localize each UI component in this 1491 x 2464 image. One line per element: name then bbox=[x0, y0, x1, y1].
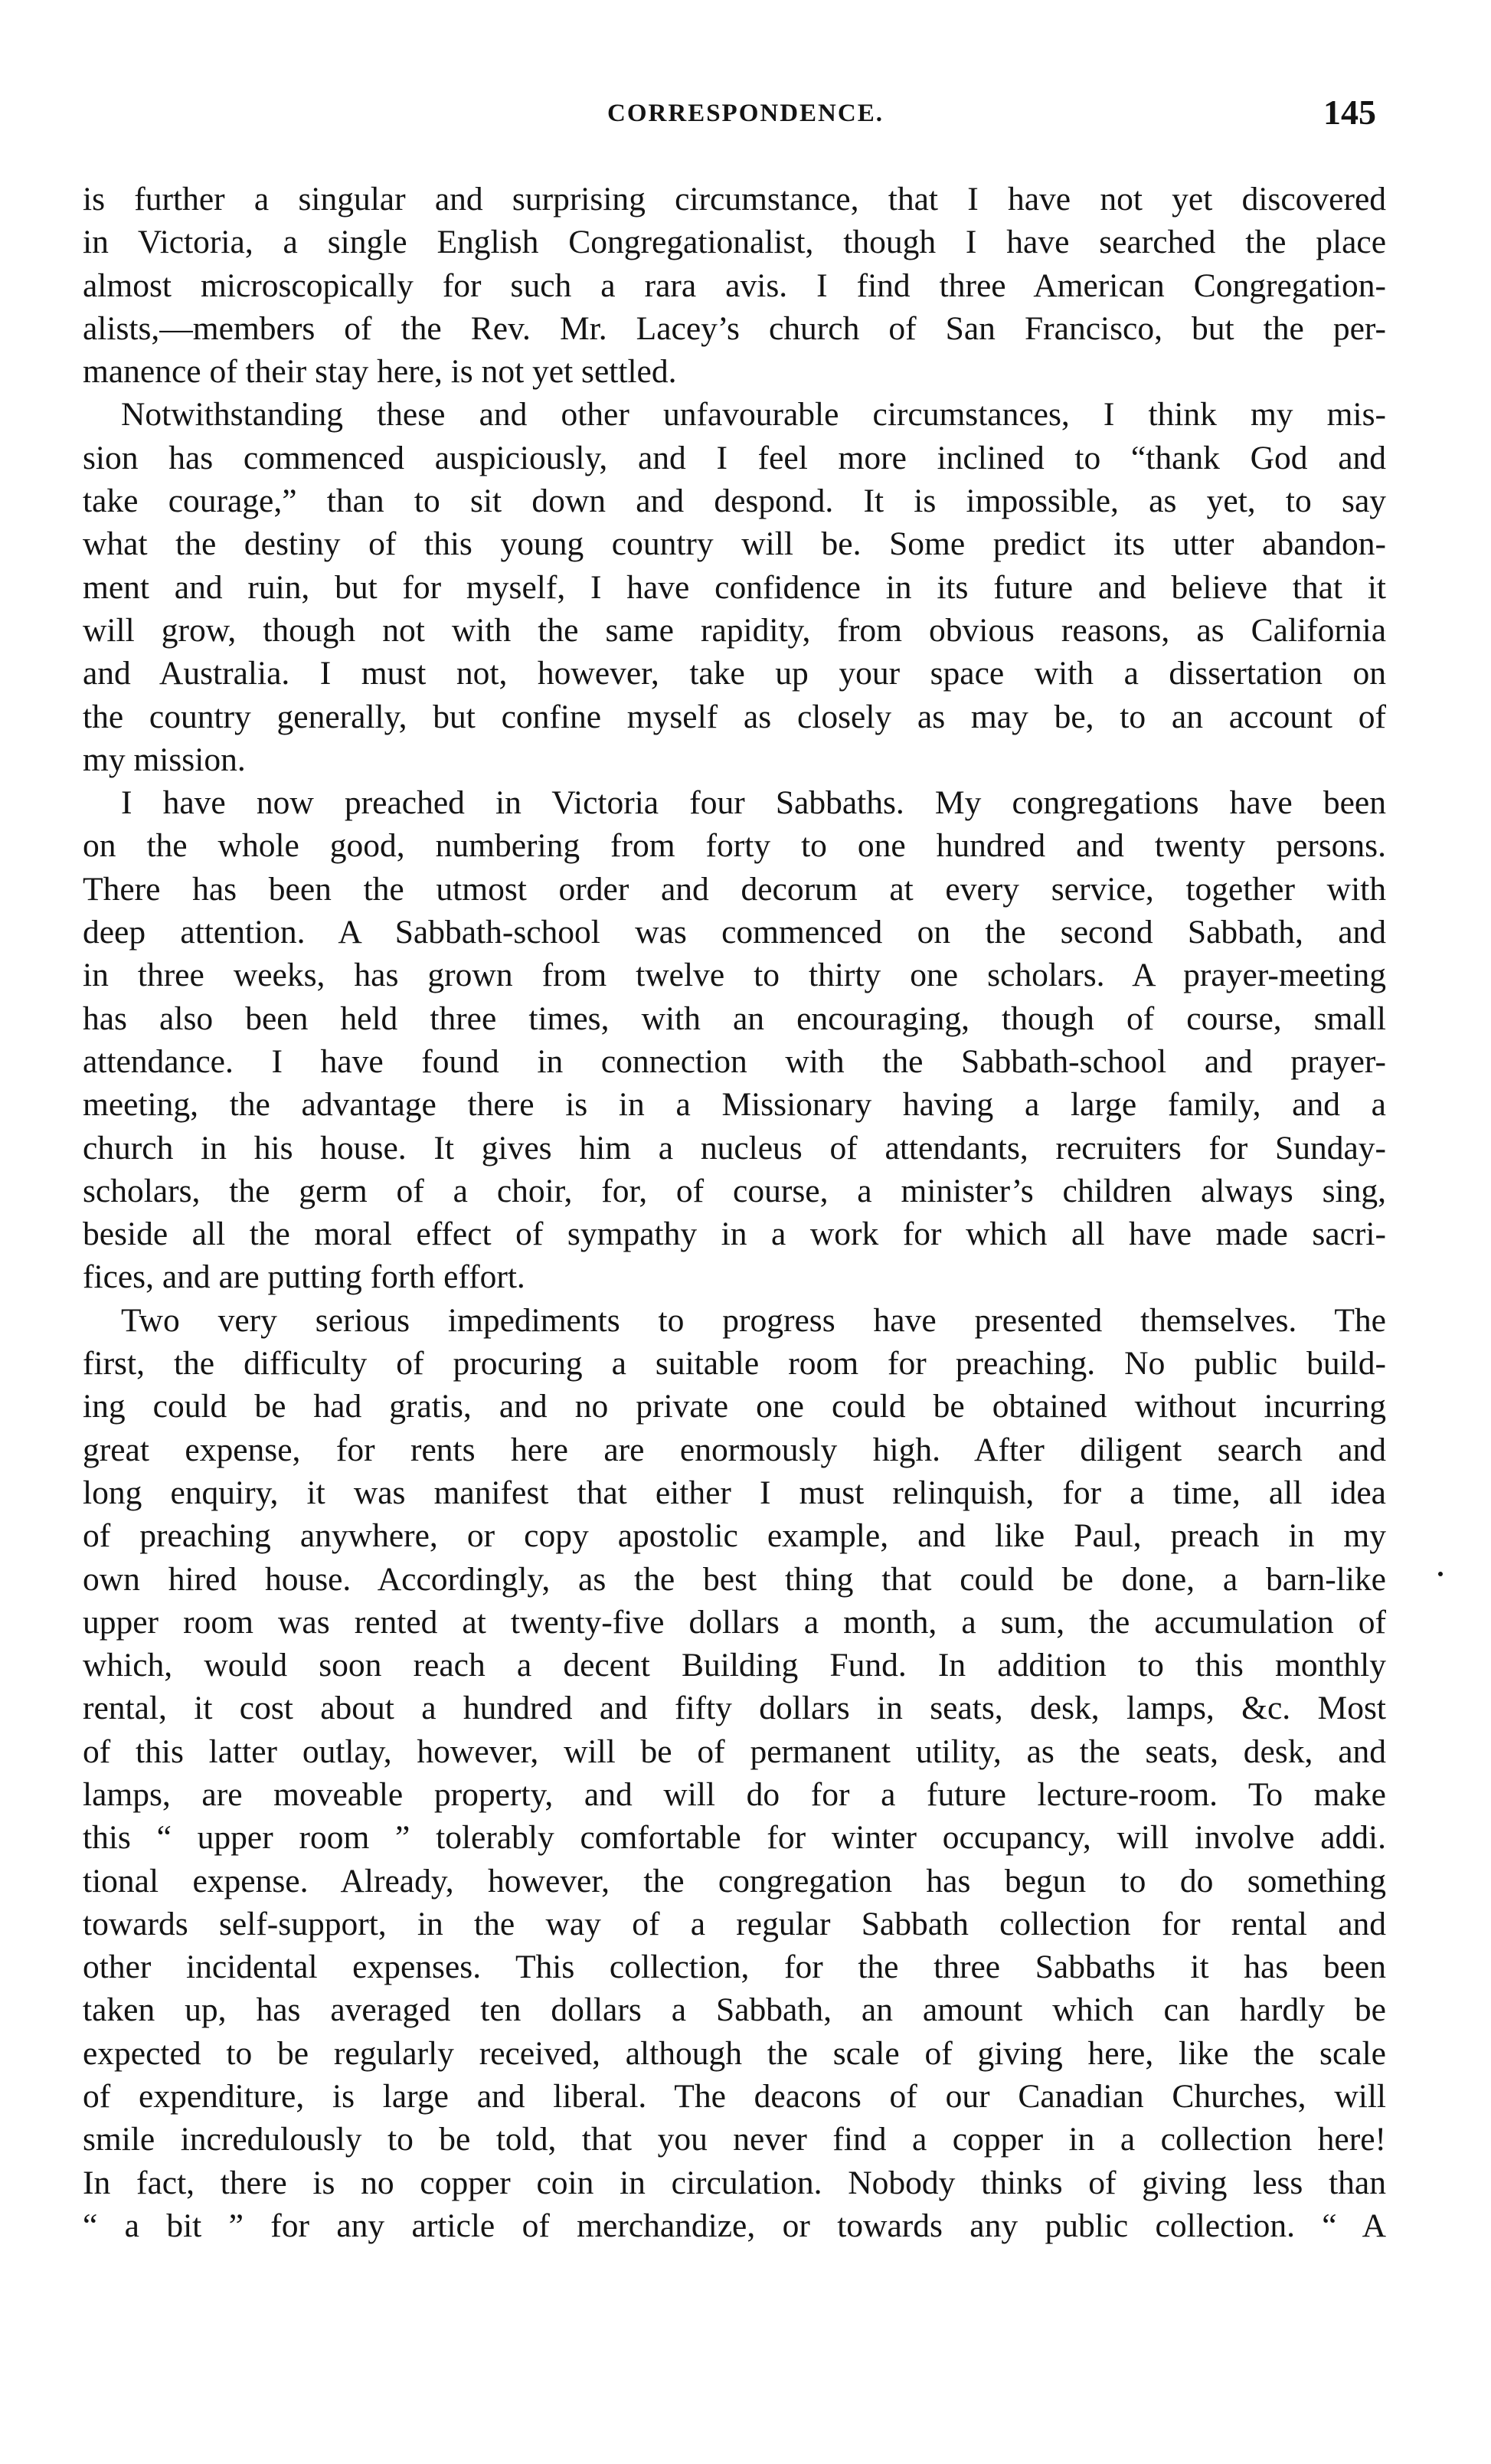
text-line: first, the difficulty of procuring a suitable room for preaching. No public build- bbox=[83, 1345, 1386, 1383]
text-line: lamps, are moveable property, and will do for a future lecture-room. To make bbox=[83, 1775, 1386, 1813]
text-line: long enquiry, it was manifest that either I must relinquish, for a time, all idea bbox=[83, 1474, 1386, 1511]
paragraph bbox=[83, 1299, 1386, 2248]
text-line: on the whole good, numbering from forty to one hundred and twenty persons. bbox=[83, 827, 1386, 865]
text-line: this “ upper room ” tolerably comfortable for winter occupancy, will involve addi. bbox=[83, 1819, 1386, 1857]
margin-speck bbox=[1438, 1572, 1443, 1576]
text-line: smile incredulously to be told, that you never find a copper in a collection here! bbox=[83, 2121, 1386, 2158]
running-head bbox=[0, 92, 1491, 146]
text-line: beside all the moral effect of sympathy in a work for which all have made sacri- bbox=[83, 1216, 1386, 1253]
text-line: towards self-support, in the way of a regular Sabbath collection for rental and bbox=[83, 1905, 1386, 1942]
text-line: “ a bit ” for any article of merchandize, or towards any public collection. “ A bbox=[83, 2207, 1386, 2244]
text-line: rental, it cost about a hundred and fifty dollars in seats, desk, lamps, &c. Most bbox=[83, 1690, 1386, 1727]
text-line: tional expense. Already, however, the congregation has begun to do something bbox=[83, 1862, 1386, 1900]
body-text bbox=[83, 178, 1386, 2247]
text-line: own hired house. Accordingly, as the best thing that could be done, a barn-like bbox=[83, 1560, 1386, 1598]
text-line: and Australia. I must not, however, take up your space with a dissertation on bbox=[83, 655, 1386, 692]
text-line: Notwithstanding these and other unfavourable circumstances, I think my mis- bbox=[121, 396, 1386, 434]
text-line: in three weeks, has grown from twelve to thirty one scholars. A prayer-meeting bbox=[83, 957, 1386, 994]
text-line: almost microscopically for such a rara avis. I find three American Congregation- bbox=[83, 267, 1386, 304]
text-line: scholars, the germ of a choir, for, of course, a minister’s children always sing, bbox=[83, 1172, 1386, 1209]
text-line: great expense, for rents here are enormously high. After diligent search and bbox=[83, 1431, 1386, 1468]
paragraph bbox=[83, 781, 1386, 1299]
text-line: deep attention. A Sabbath-school was commenced on the second Sabbath, and bbox=[83, 914, 1386, 951]
text-line: attendance. I have found in connection with the Sabbath-school and prayer- bbox=[83, 1042, 1386, 1080]
text-line: what the destiny of this young country will be. Some predict its utter abandon- bbox=[83, 525, 1386, 563]
text-line: upper room was rented at twenty-five dollars a month, a sum, the accumulation of bbox=[83, 1603, 1386, 1641]
text-line: ment and ruin, but for myself, I have confidence in its future and believe that it bbox=[83, 568, 1386, 606]
text-line: sion has commenced auspiciously, and I feel more inclined to “thank God and bbox=[83, 439, 1386, 476]
text-line: my mission. bbox=[83, 741, 246, 778]
text-line: of expenditure, is large and liberal. The deacons of our Canadian Churches, will bbox=[83, 2078, 1386, 2116]
paragraph bbox=[83, 178, 1386, 393]
text-line: I have now preached in Victoria four Sabbaths. My congregations have been bbox=[121, 784, 1386, 822]
text-line: manence of their stay here, is not yet settled. bbox=[83, 353, 677, 391]
running-title: CORRESPONDENCE. bbox=[607, 100, 884, 127]
page-number: 145 bbox=[1323, 93, 1376, 132]
text-line: of this latter outlay, however, will be of permanent utility, as the seats, desk, and bbox=[83, 1733, 1386, 1770]
text-line: Two very serious impediments to progress have presented themselves. The bbox=[121, 1301, 1386, 1339]
text-line: the country generally, but confine myself as closely as may be, to an account of bbox=[83, 698, 1386, 735]
text-line: of preaching anywhere, or copy apostolic example, and like Paul, preach in my bbox=[83, 1517, 1386, 1555]
text-line: alists,—members of the Rev. Mr. Lacey’s church of San Francisco, but the per- bbox=[83, 309, 1386, 347]
text-line: fices, and are putting forth effort. bbox=[83, 1258, 525, 1296]
text-line: expected to be regularly received, although the scale of giving here, like the scale bbox=[83, 2034, 1386, 2072]
text-line: has also been held three times, with an encouraging, though of course, small bbox=[83, 1000, 1386, 1037]
text-line: other incidental expenses. This collection, for the three Sabbaths it has been bbox=[83, 1949, 1386, 1986]
text-line: in Victoria, a single English Congregationalist, though I have searched the place bbox=[83, 224, 1386, 261]
text-line: taken up, has averaged ten dollars a Sabbath, an amount which can hardly be bbox=[83, 1991, 1386, 2029]
text-line: There has been the utmost order and decorum at every service, together with bbox=[83, 870, 1386, 908]
text-line: which, would soon reach a decent Building Fund. In addition to this monthly bbox=[83, 1647, 1386, 1684]
text-line: take courage,” than to sit down and despond. It is impossible, as yet, to say bbox=[83, 483, 1386, 520]
text-line: church in his house. It gives him a nucleus of attendants, recruiters for Sunday- bbox=[83, 1129, 1386, 1167]
text-line: meeting, the advantage there is in a Missionary having a large family, and a bbox=[83, 1086, 1386, 1124]
text-line: ing could be had gratis, and no private one could be obtained without incurring bbox=[83, 1388, 1386, 1425]
text-line: will grow, though not with the same rapidity, from obvious reasons, as California bbox=[83, 611, 1386, 649]
text-line: In fact, there is no copper coin in circulation. Nobody thinks of giving less than bbox=[83, 2164, 1386, 2201]
text-line: is further a singular and surprising circumstance, that I have not yet discovered bbox=[83, 181, 1386, 218]
paragraph bbox=[83, 393, 1386, 781]
